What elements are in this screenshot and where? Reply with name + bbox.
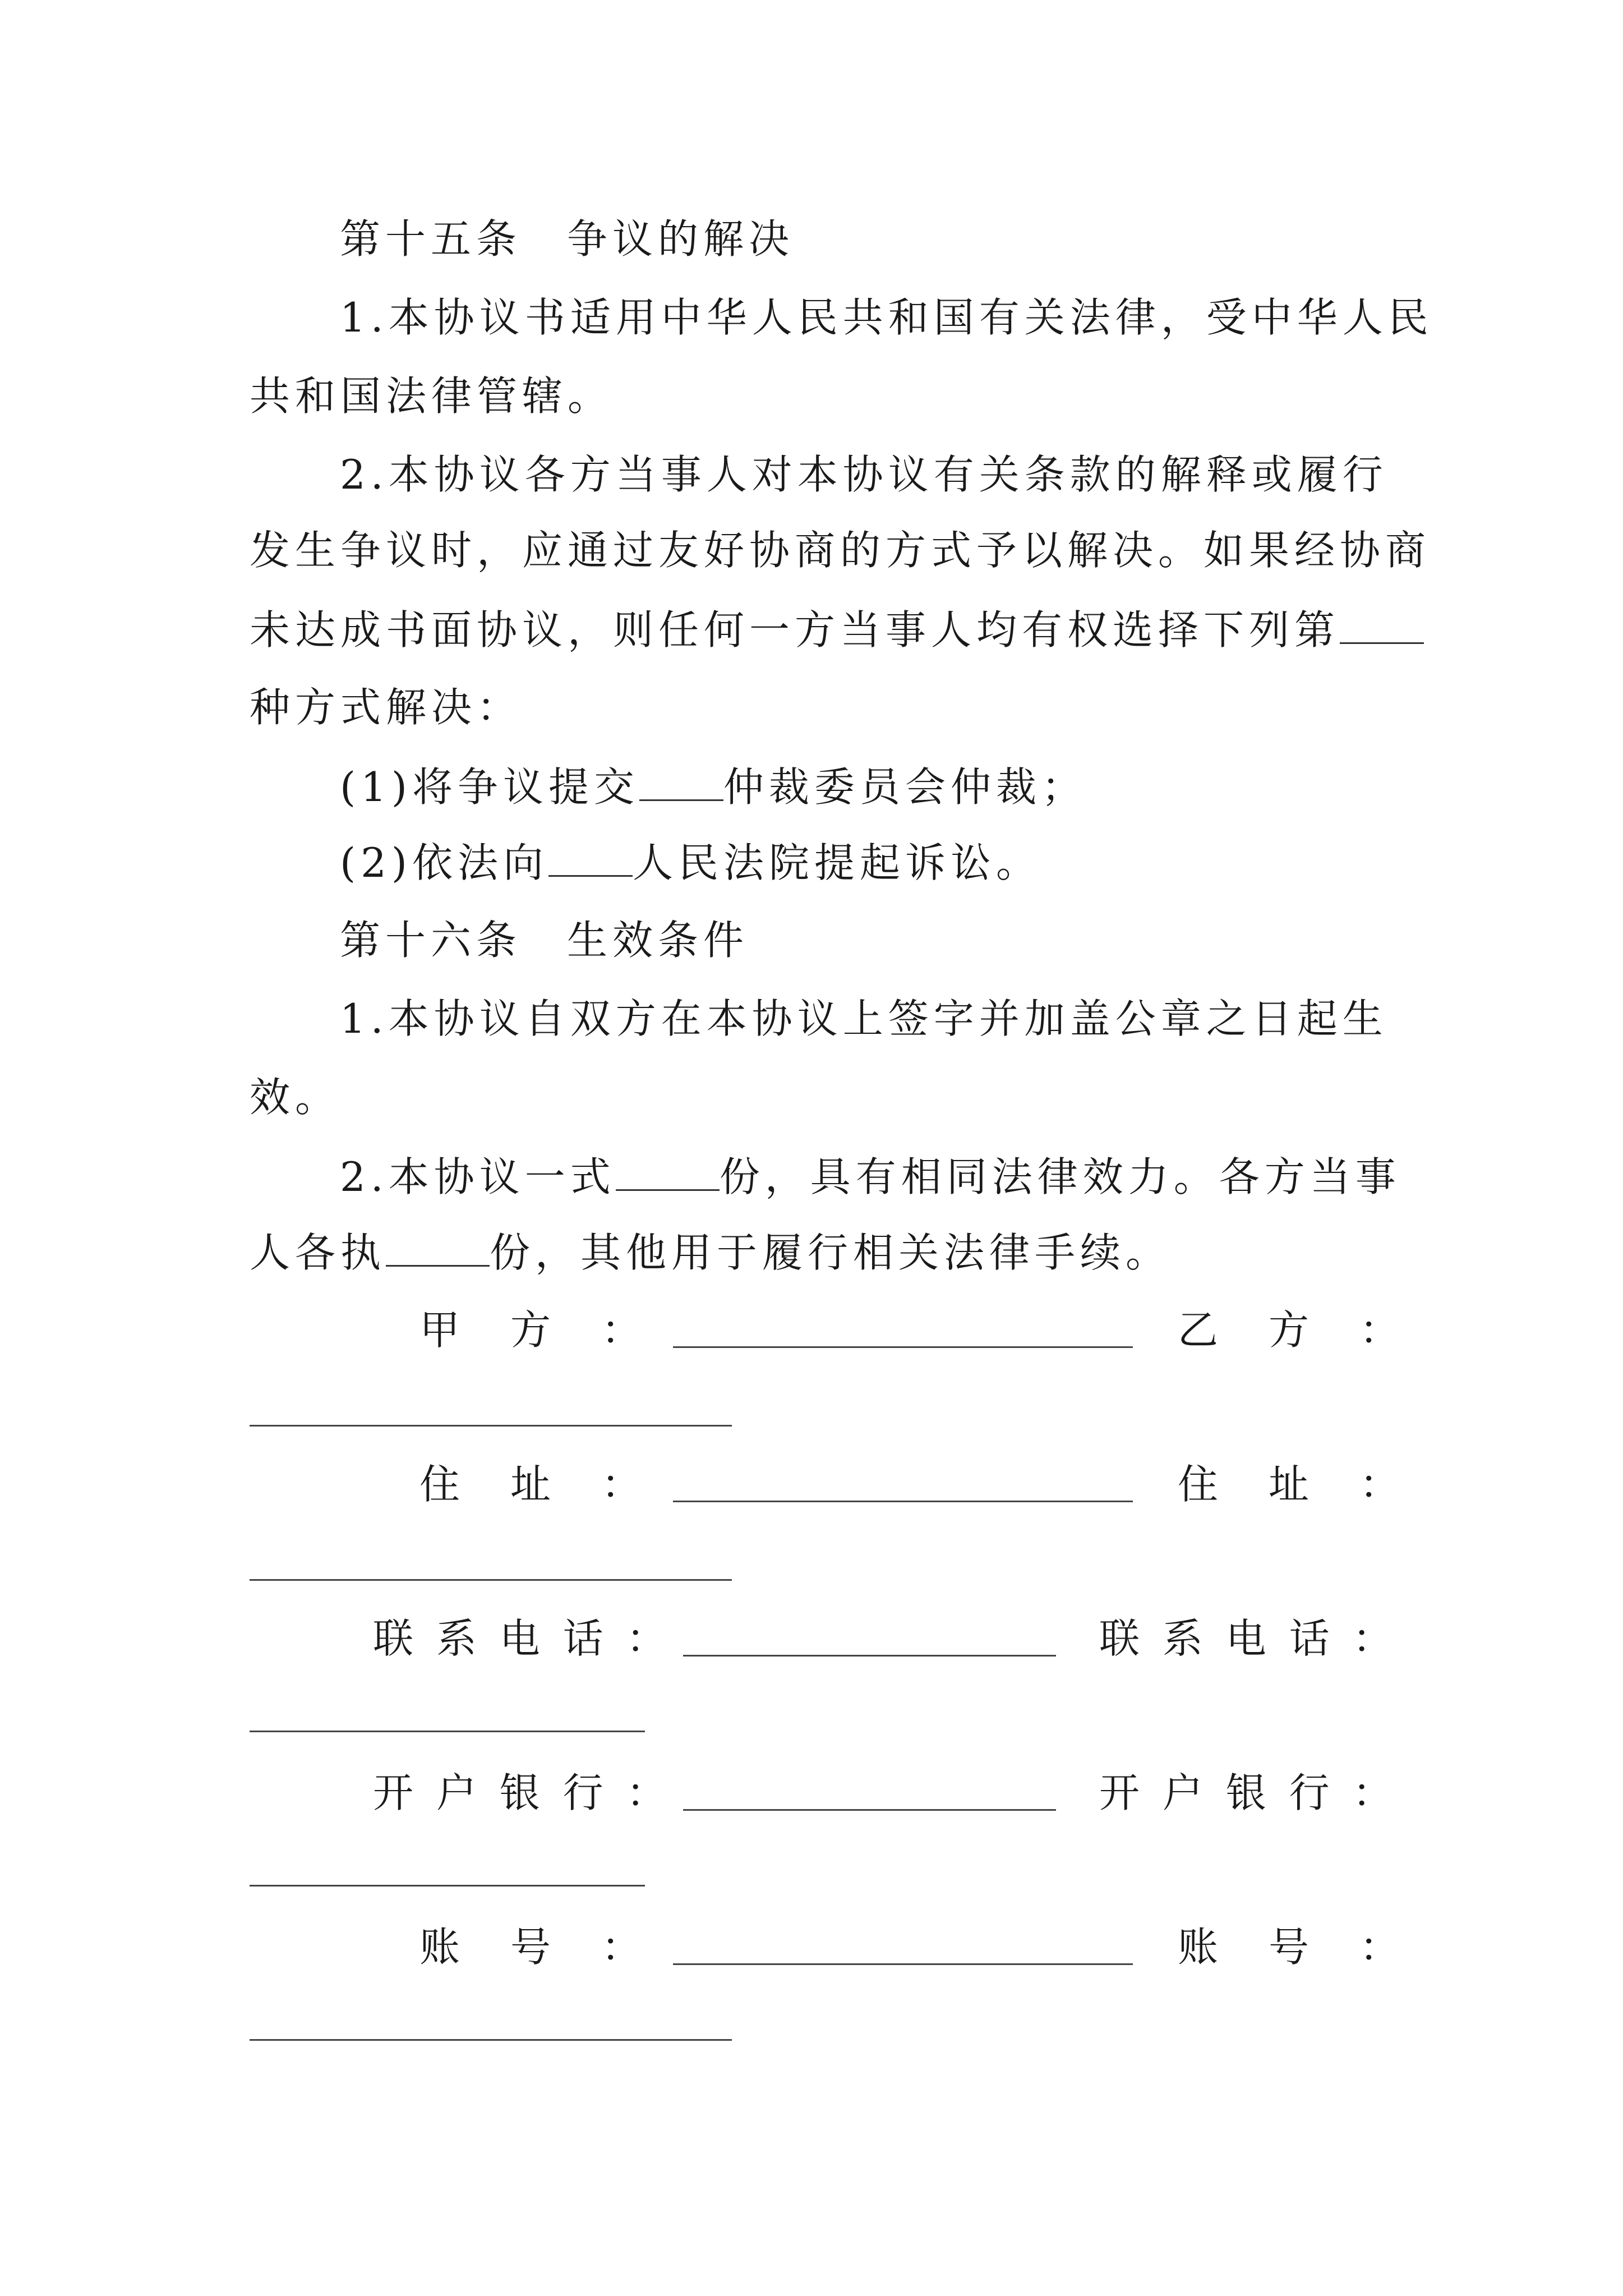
paragraph-line: 1.本协议自双方在本协议上签字并加盖公章之日起生	[340, 995, 1388, 1042]
paragraph-text: 份，其他用于履行相关法律手续。	[490, 1229, 1172, 1276]
signature-line	[683, 1809, 1056, 1811]
option-2-line	[340, 839, 1042, 886]
paragraph-line: 效。	[250, 1074, 341, 1121]
paragraph-line: 发生争议时，应通过友好协商的方式予以解决。如果经协商	[250, 527, 1431, 574]
party-b-label: 乙 方 ：	[1178, 1306, 1405, 1354]
fill-blank	[548, 841, 633, 877]
bank-b-label: 开 户 银 行 ：	[1099, 1769, 1398, 1816]
paragraph-line: 2.本协议各方当事人对本协议有关条款的解释或履行	[340, 451, 1388, 498]
signature-line	[683, 1655, 1056, 1657]
signature-line	[250, 1579, 732, 1581]
paragraph-line	[250, 1229, 1172, 1276]
paragraph-line: 共和国法律管辖。	[250, 372, 614, 420]
party-a-label: 甲 方 ：	[419, 1306, 647, 1354]
option-text: 人民法院提起诉讼。	[633, 839, 1042, 886]
paragraph-line	[250, 606, 1424, 654]
signature-line	[673, 1963, 1133, 1965]
paragraph-text: 人各执	[250, 1229, 386, 1276]
signature-line	[673, 1501, 1133, 1502]
paragraph-text: 未达成书面协议，则任何一方当事人均有权选择下列第	[250, 606, 1340, 654]
account-a-label: 账 号 ：	[419, 1924, 647, 1971]
fill-blank	[616, 1156, 720, 1191]
option-text: (1)将争议提交	[340, 763, 639, 811]
article-15-heading: 第十五条 争议的解决	[340, 215, 795, 263]
paragraph-line: 1.本协议书适用中华人民共和国有关法律，受中华人民	[340, 294, 1433, 341]
signature-line	[250, 1731, 645, 1732]
address-a-label: 住 址 ：	[419, 1461, 647, 1508]
signature-line	[250, 1425, 732, 1427]
article-16-heading: 第十六条 生效条件	[340, 917, 749, 964]
paragraph-line: 种方式解决：	[250, 684, 523, 731]
paragraph-text: 2.本协议一式	[340, 1153, 616, 1200]
fill-blank	[386, 1231, 490, 1267]
fill-blank	[639, 766, 723, 801]
paragraph-text: 份，具有相同法律效力。各方当事	[719, 1153, 1401, 1200]
fill-blank	[1340, 609, 1424, 644]
option-text: (2)依法向	[340, 839, 548, 886]
bank-a-label: 开 户 银 行 ：	[373, 1769, 672, 1816]
signature-line	[673, 1346, 1133, 1348]
phone-b-label: 联 系 电 话 ：	[1099, 1615, 1398, 1662]
address-b-label: 住 址 ：	[1178, 1461, 1405, 1508]
option-1-line	[340, 763, 1087, 811]
phone-a-label: 联 系 电 话 ：	[373, 1615, 672, 1662]
account-b-label: 账 号 ：	[1178, 1924, 1405, 1971]
paragraph-line	[340, 1153, 1401, 1200]
signature-line	[250, 2039, 732, 2041]
signature-line	[250, 1885, 645, 1887]
option-text: 仲裁委员会仲裁；	[723, 763, 1087, 811]
